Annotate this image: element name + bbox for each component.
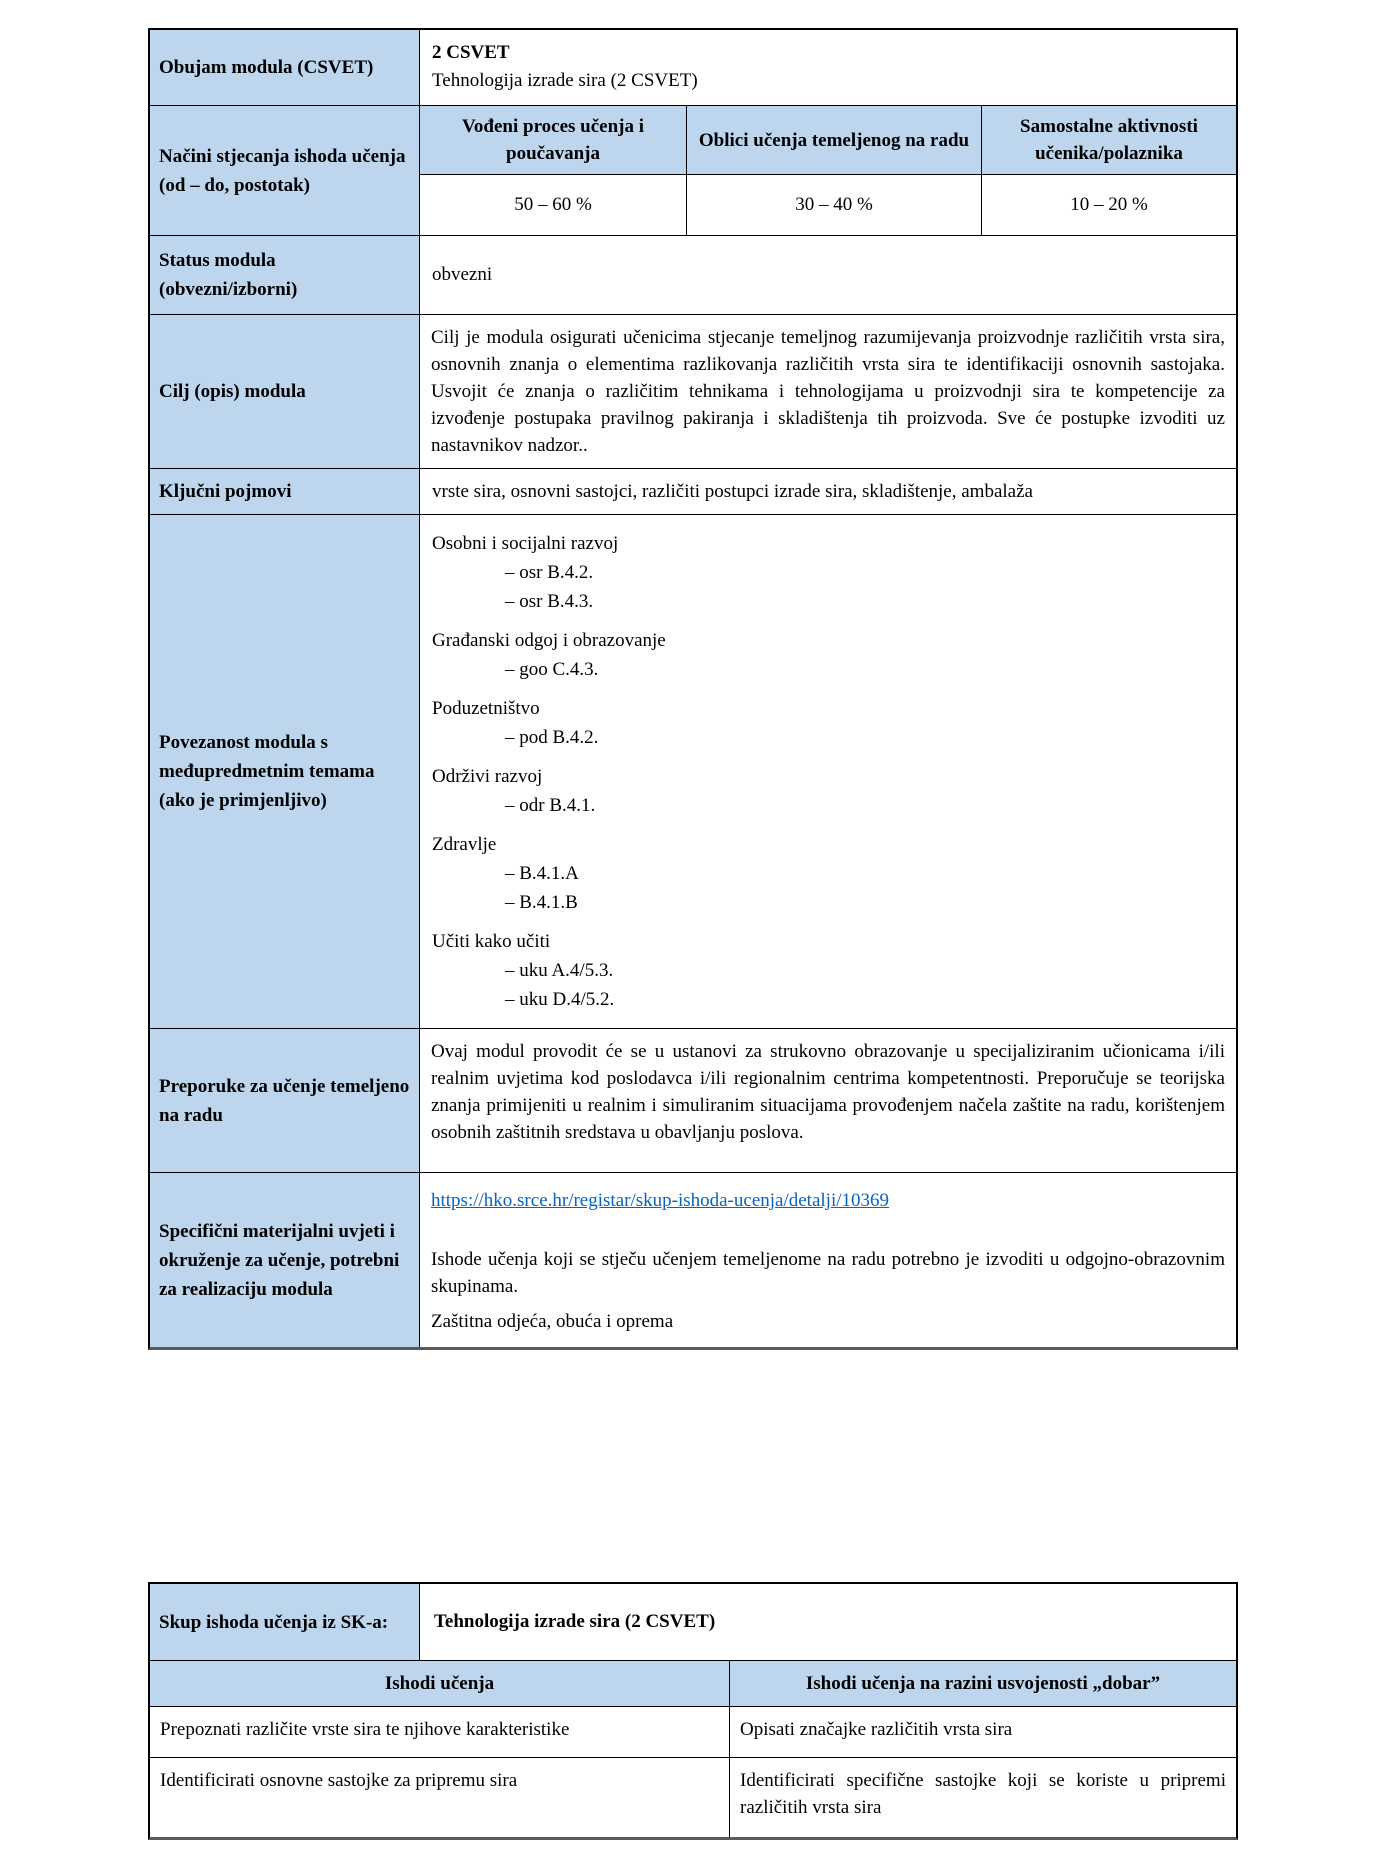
povezanost-group-title: Osobni i socijalni razvoj	[432, 533, 619, 554]
status-label: Status modula (obvezni/izborni)	[150, 236, 420, 314]
povezanost-group	[432, 830, 1224, 917]
outcome-left: Prepoznati različite vrste sira te njihove karakteristike	[150, 1707, 730, 1757]
outcome-right: Identificirati specifične sastojke koji se koriste u pripremi različitih vrsta sira	[740, 1770, 1226, 1818]
kljucni-label: Ključni pojmovi	[150, 469, 420, 514]
nacini-col2-header: Oblici učenja temeljenog na radu	[687, 106, 982, 175]
povezanost-item: – B.4.1.A	[505, 863, 579, 884]
preporuke-label: Preporuke za učenje temeljeno na radu	[150, 1029, 420, 1172]
povezanost-item: – osr B.4.3.	[505, 591, 594, 612]
nacini-grid	[420, 106, 1236, 235]
outcomes-header-right: Ishodi učenja na razini usvojenosti „dobar”	[730, 1661, 1236, 1706]
row-status-modula	[150, 235, 1236, 314]
povezanost-group	[432, 529, 1224, 616]
outcomes-header-row	[150, 1660, 1236, 1706]
povezanost-item: – uku D.4/5.2.	[505, 989, 615, 1010]
nacini-col3-value: 10 – 20 %	[1070, 194, 1148, 215]
povezanost-item: – goo C.4.3.	[505, 659, 599, 680]
outcomes-row	[150, 1757, 1236, 1837]
povezanost-group	[432, 927, 1224, 1014]
povezanost-group-title: Održivi razvoj	[432, 766, 543, 787]
row-nacini-stjecanja	[150, 105, 1236, 235]
row-povezanost-modula	[150, 514, 1236, 1028]
nacini-label: Načini stjecanja ishoda učenja (od – do, postotak)	[150, 106, 420, 235]
povezanost-item: – pod B.4.2.	[505, 727, 599, 748]
hko-registry-link[interactable]: https://hko.srce.hr/registar/skup-ishoda-ucenja/detalji/10369	[431, 1190, 890, 1211]
learning-outcomes-table	[148, 1582, 1238, 1840]
obujam-value-cell	[420, 30, 1236, 105]
cilj-label: Cilj (opis) modula	[150, 315, 420, 468]
row-obujam-modula	[150, 30, 1236, 105]
specificni-content	[420, 1173, 1236, 1347]
cilj-text: Cilj je modula osigurati učenicima stjecanje temeljnog razumijevanja proizvodnje različitih vrsta sira, osnovnih znanja o elementima razlikovanja različitih vrsta sira te identifikaciji osnovnih sastojaka. Usvojit će znanja o različitim tehnikama i tehnologijama u proizvodnji sira te kompetencije za izvođenje postupaka pravilnog pakiranja i skladištenja tih proizvoda. Sve će postupke izvoditi uz nastavnikov nadzor..	[431, 327, 1225, 456]
nacini-col1-value: 50 – 60 %	[420, 175, 687, 235]
skup-ishoda-title: Tehnologija izrade sira (2 CSVET)	[434, 1611, 716, 1632]
status-value: obvezni	[432, 264, 493, 285]
nacini-col1-header: Vođeni proces učenja i poučavanja	[420, 106, 687, 175]
povezanost-group-title: Učiti kako učiti	[432, 931, 551, 952]
povezanost-group	[432, 694, 1224, 752]
povezanost-item: – odr B.4.1.	[505, 795, 596, 816]
povezanost-item: – osr B.4.2.	[505, 562, 594, 583]
nacini-col3-header: Samostalne aktivnosti učenika/polaznika	[982, 106, 1236, 175]
module-description-table	[148, 28, 1238, 1350]
povezanost-group	[432, 762, 1224, 820]
row-preporuke	[150, 1028, 1236, 1172]
row-specificni-uvjeti	[150, 1172, 1236, 1347]
row-cilj-modula	[150, 314, 1236, 468]
nacini-col2-value: 30 – 40 %	[687, 175, 982, 235]
outcome-right: Opisati značajke različitih vrsta sira	[740, 1719, 1013, 1740]
obujam-csvet-value: 2 CSVET	[432, 42, 510, 63]
povezanost-item: – uku A.4/5.3.	[505, 960, 614, 981]
outcomes-row	[150, 1706, 1236, 1757]
povezanost-list	[420, 515, 1236, 1028]
obujam-module-title: Tehnologija izrade sira (2 CSVET)	[432, 70, 698, 91]
povezanost-group-title: Poduzetništvo	[432, 698, 540, 719]
povezanost-group-title: Građanski odgoj i obrazovanje	[432, 630, 666, 651]
specificni-link-line	[431, 1187, 1225, 1214]
povezanost-label: Povezanost modula s međupredmetnim temama (ako je primjenljivo)	[150, 515, 420, 1028]
kljucni-text: vrste sira, osnovni sastojci, različiti postupci izrade sira, skladištenje, ambalaža	[432, 480, 1033, 502]
skup-ishoda-label: Skup ishoda učenja iz SK-a:	[150, 1584, 420, 1660]
specificni-label: Specifični materijalni uvjeti i okruženje za učenje, potrebni za realizaciju modula	[150, 1173, 420, 1347]
specificni-note: Zaštitna odjeća, obuća i oprema	[431, 1311, 674, 1332]
outcome-left: Identificirati osnovne sastojke za pripremu sira	[150, 1758, 730, 1837]
preporuke-text: Ovaj modul provodit će se u ustanovi za strukovno obrazovanje u specijaliziranim učionicama i/ili realnim uvjetima kod poslodavca i/ili regionalnim centrima kompetentnosti. Preporučuje se teorijska znanja primijeniti u realnim i simuliranim situacijama provođenjem načela zaštite na radu, korištenjem osobnih zaštitnih sredstava u obavljanju poslova.	[431, 1041, 1225, 1143]
povezanost-group	[432, 626, 1224, 684]
specificni-paragraph: Ishode učenja koji se stječu učenjem temeljenome na radu potrebno je izvoditi u odgojno-obrazovnim skupinama.	[431, 1249, 1225, 1297]
obujam-label: Obujam modula (CSVET)	[150, 30, 420, 105]
row-skup-ishoda	[150, 1584, 1236, 1660]
povezanost-item: – B.4.1.B	[505, 892, 578, 913]
povezanost-group-title: Zdravlje	[432, 834, 497, 855]
outcomes-header-left: Ishodi učenja	[150, 1661, 730, 1706]
row-kljucni-pojmovi	[150, 468, 1236, 514]
